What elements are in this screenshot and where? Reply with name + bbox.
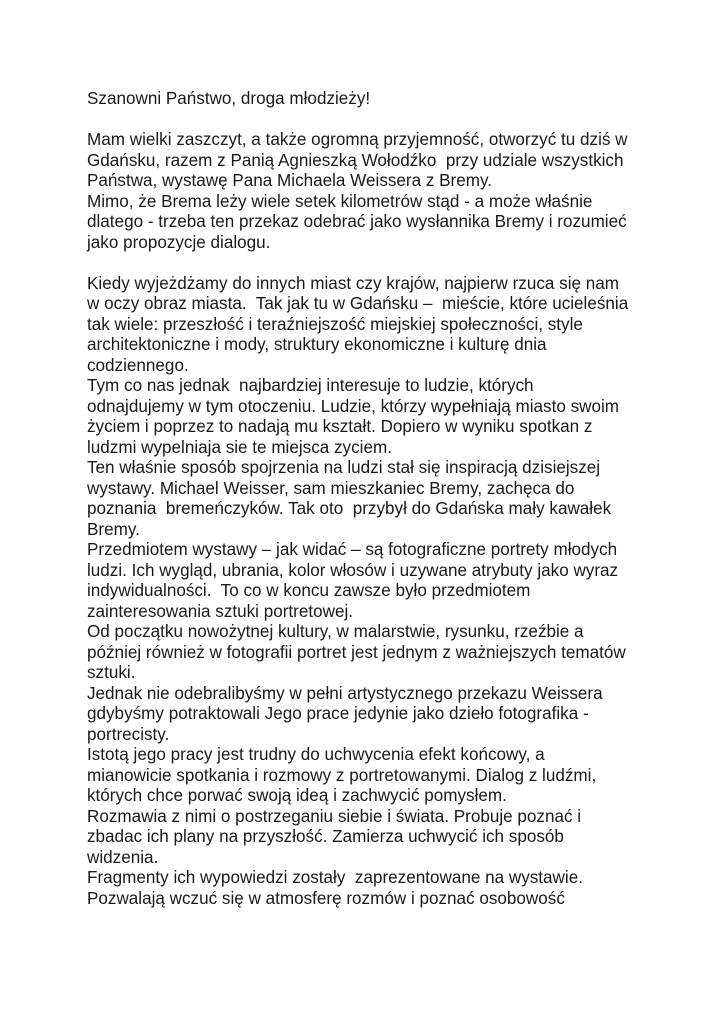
letter-body <box>87 89 687 909</box>
text-line: zbadac ich plany na przyszłość. Zamierza uchwycić ich sposób <box>87 827 564 846</box>
text-line: Państwa, wystawę Pana Michaela Weissera z Bremy. <box>87 171 493 190</box>
text-line: Fragmenty ich wypowiedzi zostały zaprezentowane na wystawie. <box>87 868 583 887</box>
text-line: Kiedy wyjeżdżamy do innych miast czy krajów, najpierw rzuca się nam <box>87 273 620 293</box>
text-line: dlatego - trzeba ten przekaz odebrać jako wysłannika Bremy i rozumieć <box>87 212 627 231</box>
text-line: Jednak nie odebralibyśmy w pełni artystycznego przekazu Weissera <box>87 683 603 703</box>
text-line: Przedmiotem wystawy – jak widać – są fotograficzne portrety młodych <box>87 540 618 559</box>
blank-line <box>87 253 687 274</box>
text-line: Gdańsku, razem z Panią Agnieszką Wołodźko przy udziale wszystkich <box>87 150 624 170</box>
text-line: których chce porwać swoją ideą i zachwycić pomysłem. <box>87 786 507 805</box>
text-line: tak wiele: przeszłość i teraźniejszość miejskiej społeczności, style <box>87 314 583 334</box>
text-line: Mam wielki zaszczyt, a także ogromną przyjemność, otworzyć tu dziś w <box>87 130 628 149</box>
text-line: gdybyśmy potraktowali Jego prace jedynie jako dzieło fotografika - <box>87 704 589 723</box>
text-line: sztuki. <box>87 663 136 682</box>
text-line: Istotą jego pracy jest trudny do uchwycenia efekt końcowy, a <box>87 745 545 764</box>
text-line: widzenia. <box>87 847 159 867</box>
text-line: zainteresowania sztuki portretowej. <box>87 601 354 621</box>
text-line: ludzi. Ich wygląd, ubrania, kolor włosów i uzywane atrybuty jako wyraz <box>87 560 619 580</box>
text-line: architektoniczne i mody, struktury ekonomiczne i kulturę dnia <box>87 335 547 354</box>
text-line: Bremy. <box>87 519 140 539</box>
text-line: życiem i poprzez to nadają mu kształt. Dopiero w wyniku spotkan z <box>87 417 593 436</box>
text-line: poznania bremeńczyków. Tak oto przybył do Gdańska mały kawałek <box>87 499 612 518</box>
text-line: Ten właśnie sposób spojrzenia na ludzi stał się inspiracją dzisiejszej <box>87 458 601 477</box>
text-line: Od początku nowożytnej kultury, w malarstwie, rysunku, rzeźbie a <box>87 622 584 641</box>
text-line: wystawy. Michael Weisser, sam mieszkaniec Bremy, zachęca do <box>87 478 575 498</box>
text-line: Pozwalają wczuć się w atmosferę rozmów i poznać osobowość <box>87 888 565 908</box>
salutation-line: Szanowni Państwo, droga młodzieży! <box>87 89 371 108</box>
text-line: Tym co nas jednak najbardziej interesuje to ludzie, których <box>87 376 534 395</box>
text-line: później również w fotografii portret jest jednym z ważniejszych tematów <box>87 642 626 662</box>
text-line: indywidualności. To co w koncu zawsze było przedmiotem <box>87 581 531 600</box>
text-line: Mimo, że Brema leży wiele setek kilometrów stąd - a może właśnie <box>87 191 593 211</box>
blank-line <box>87 110 687 131</box>
text-line: codziennego. <box>87 355 189 375</box>
text-line: w oczy obraz miasta. Tak jak tu w Gdańsku – mieście, które ucieleśnia <box>87 294 629 313</box>
text-line: portrecisty. <box>87 724 170 744</box>
text-line: odnajdujemy w tym otoczeniu. Ludzie, którzy wypełniają miasto swoim <box>87 396 620 416</box>
text-line: Rozmawia z nimi o postrzeganiu siebie i świata. Probuje poznać i <box>87 806 582 826</box>
text-line: mianowicie spotkania i rozmowy z portretowanymi. Dialog z ludźmi, <box>87 765 597 785</box>
text-line: jako propozycje dialogu. <box>87 232 271 252</box>
text-line: ludzmi wypelniaja sie te miejsca zyciem. <box>87 437 392 457</box>
